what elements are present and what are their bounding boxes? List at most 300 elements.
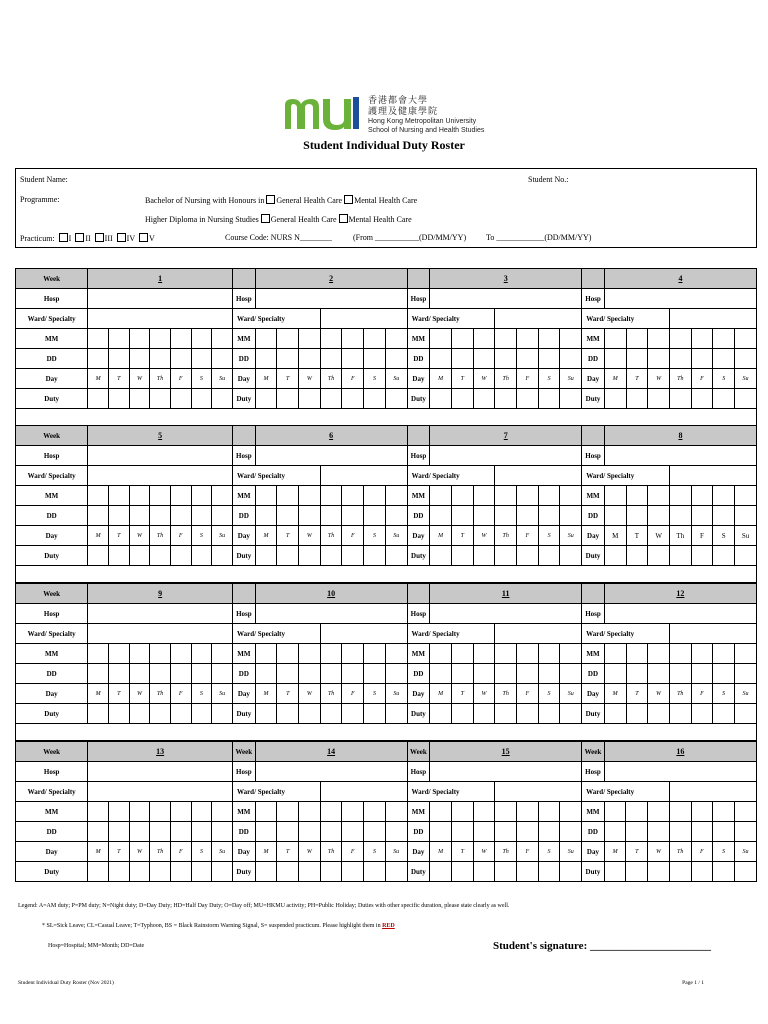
mm-cell-week-2-S[interactable]: [364, 329, 386, 349]
dd-cell-week-9-Th[interactable]: [150, 664, 171, 684]
dd-cell-week-12-W[interactable]: [648, 664, 670, 684]
dd-cell-week-7-S[interactable]: [538, 506, 560, 526]
dd-cell-week-8-T[interactable]: [626, 506, 648, 526]
duty-cell-week-5-F[interactable]: [170, 546, 191, 566]
mm-cell-week-16-S[interactable]: [713, 802, 735, 822]
dd-cell-week-1-T[interactable]: [108, 349, 129, 369]
dd-cell-week-12-F[interactable]: [691, 664, 713, 684]
duty-cell-week-6-M[interactable]: [255, 546, 277, 566]
dd-cell-week-11-M[interactable]: [430, 664, 452, 684]
dd-cell-week-1-W[interactable]: [129, 349, 150, 369]
dd-cell-week-14-T[interactable]: [277, 822, 299, 842]
mm-cell-week-12-M[interactable]: [604, 644, 626, 664]
mm-cell-week-12-T[interactable]: [626, 644, 648, 664]
mm-cell-week-15-S[interactable]: [538, 802, 560, 822]
mm-cell-week-11-S[interactable]: [538, 644, 560, 664]
mm-cell-week-13-T[interactable]: [108, 802, 129, 822]
dd-cell-week-9-F[interactable]: [170, 664, 191, 684]
dd-cell-week-16-M[interactable]: [604, 822, 626, 842]
mm-cell-week-16-M[interactable]: [604, 802, 626, 822]
duty-cell-week-3-F[interactable]: [517, 389, 539, 409]
dd-cell-week-8-F[interactable]: [691, 506, 713, 526]
ward-input-week-12[interactable]: [669, 624, 756, 644]
dd-cell-week-7-Su[interactable]: [560, 506, 582, 526]
dd-cell-week-4-F[interactable]: [691, 349, 713, 369]
mm-cell-week-6-Su[interactable]: [385, 486, 407, 506]
dd-cell-week-6-F[interactable]: [342, 506, 364, 526]
dd-cell-week-1-F[interactable]: [170, 349, 191, 369]
dd-cell-week-5-Su[interactable]: [212, 506, 233, 526]
practicum-checkbox-3[interactable]: [95, 233, 104, 242]
mm-cell-week-13-W[interactable]: [129, 802, 150, 822]
mm-cell-week-13-S[interactable]: [191, 802, 212, 822]
mm-cell-week-7-T[interactable]: [451, 486, 473, 506]
mm-cell-week-10-S[interactable]: [364, 644, 386, 664]
mm-cell-week-8-F[interactable]: [691, 486, 713, 506]
mm-cell-week-3-W[interactable]: [473, 329, 495, 349]
mm-cell-week-6-F[interactable]: [342, 486, 364, 506]
duty-cell-week-9-S[interactable]: [191, 704, 212, 724]
dd-cell-week-9-T[interactable]: [108, 664, 129, 684]
duty-cell-week-4-S[interactable]: [713, 389, 735, 409]
duty-cell-week-1-F[interactable]: [170, 389, 191, 409]
mm-cell-week-10-M[interactable]: [255, 644, 277, 664]
dd-cell-week-13-M[interactable]: [88, 822, 109, 842]
mm-cell-week-15-Th[interactable]: [495, 802, 517, 822]
duty-cell-week-14-T[interactable]: [277, 862, 299, 882]
dd-cell-week-10-W[interactable]: [299, 664, 321, 684]
dd-cell-week-15-Th[interactable]: [495, 822, 517, 842]
mm-cell-week-11-Th[interactable]: [495, 644, 517, 664]
mm-cell-week-8-M[interactable]: [604, 486, 626, 506]
mm-cell-week-10-W[interactable]: [299, 644, 321, 664]
ward-input-week-14[interactable]: [320, 782, 407, 802]
duty-cell-week-5-Th[interactable]: [150, 546, 171, 566]
mm-cell-week-3-S[interactable]: [538, 329, 560, 349]
dd-cell-week-16-S[interactable]: [713, 822, 735, 842]
mm-cell-week-10-Th[interactable]: [320, 644, 342, 664]
duty-cell-week-16-T[interactable]: [626, 862, 648, 882]
duty-cell-week-4-Th[interactable]: [669, 389, 691, 409]
duty-cell-week-8-W[interactable]: [648, 546, 670, 566]
duty-cell-week-6-F[interactable]: [342, 546, 364, 566]
duty-cell-week-1-Th[interactable]: [150, 389, 171, 409]
ward-input-week-2[interactable]: [320, 309, 407, 329]
dd-cell-week-10-Su[interactable]: [385, 664, 407, 684]
dd-cell-week-8-Su[interactable]: [735, 506, 757, 526]
dd-cell-week-10-F[interactable]: [342, 664, 364, 684]
dd-cell-week-12-M[interactable]: [604, 664, 626, 684]
duty-cell-week-9-W[interactable]: [129, 704, 150, 724]
mm-cell-week-9-W[interactable]: [129, 644, 150, 664]
mm-cell-week-16-W[interactable]: [648, 802, 670, 822]
duty-cell-week-16-S[interactable]: [713, 862, 735, 882]
duty-cell-week-1-T[interactable]: [108, 389, 129, 409]
mm-cell-week-3-Su[interactable]: [560, 329, 582, 349]
dd-cell-week-2-W[interactable]: [299, 349, 321, 369]
duty-cell-week-3-M[interactable]: [430, 389, 452, 409]
dd-cell-week-5-W[interactable]: [129, 506, 150, 526]
dd-cell-week-6-S[interactable]: [364, 506, 386, 526]
dd-cell-week-14-Su[interactable]: [385, 822, 407, 842]
duty-cell-week-12-M[interactable]: [604, 704, 626, 724]
duty-cell-week-1-Su[interactable]: [212, 389, 233, 409]
dd-cell-week-8-M[interactable]: [604, 506, 626, 526]
mm-cell-week-9-S[interactable]: [191, 644, 212, 664]
ward-input-week-7[interactable]: [495, 466, 582, 486]
duty-cell-week-8-F[interactable]: [691, 546, 713, 566]
duty-cell-week-9-Su[interactable]: [212, 704, 233, 724]
dd-cell-week-10-S[interactable]: [364, 664, 386, 684]
duty-cell-week-15-F[interactable]: [516, 862, 538, 882]
duty-cell-week-2-T[interactable]: [277, 389, 299, 409]
dd-cell-week-14-M[interactable]: [255, 822, 277, 842]
duty-cell-week-15-Th[interactable]: [495, 862, 517, 882]
dd-cell-week-13-F[interactable]: [170, 822, 191, 842]
dd-cell-week-4-Th[interactable]: [669, 349, 691, 369]
dd-cell-week-9-W[interactable]: [129, 664, 150, 684]
duty-cell-week-7-Su[interactable]: [560, 546, 582, 566]
mm-cell-week-1-W[interactable]: [129, 329, 150, 349]
mm-cell-week-14-S[interactable]: [364, 802, 386, 822]
duty-cell-week-9-T[interactable]: [108, 704, 129, 724]
mm-cell-week-16-T[interactable]: [626, 802, 648, 822]
mm-cell-week-7-Th[interactable]: [495, 486, 517, 506]
mm-cell-week-6-T[interactable]: [277, 486, 299, 506]
mm-cell-week-2-M[interactable]: [255, 329, 277, 349]
mm-cell-week-1-Su[interactable]: [212, 329, 233, 349]
mm-cell-week-12-F[interactable]: [691, 644, 713, 664]
mm-cell-week-8-W[interactable]: [648, 486, 670, 506]
practicum-checkbox-2[interactable]: [75, 233, 84, 242]
practicum-checkbox-5[interactable]: [139, 233, 148, 242]
duty-cell-week-2-S[interactable]: [364, 389, 386, 409]
mm-cell-week-11-W[interactable]: [473, 644, 495, 664]
ward-input-week-9[interactable]: [88, 624, 233, 644]
mm-cell-week-8-Su[interactable]: [735, 486, 757, 506]
mm-cell-week-14-Th[interactable]: [320, 802, 342, 822]
dd-cell-week-15-M[interactable]: [430, 822, 452, 842]
dd-cell-week-15-S[interactable]: [538, 822, 560, 842]
mm-cell-week-9-M[interactable]: [88, 644, 109, 664]
duty-cell-week-14-F[interactable]: [342, 862, 364, 882]
dd-cell-week-13-Su[interactable]: [212, 822, 233, 842]
dd-cell-week-12-Su[interactable]: [734, 664, 756, 684]
dd-cell-week-2-Th[interactable]: [320, 349, 342, 369]
duty-cell-week-1-W[interactable]: [129, 389, 150, 409]
dd-cell-week-4-S[interactable]: [713, 349, 735, 369]
duty-cell-week-4-W[interactable]: [648, 389, 670, 409]
duty-cell-week-13-Th[interactable]: [150, 862, 171, 882]
duty-cell-week-14-W[interactable]: [299, 862, 321, 882]
mm-cell-week-12-Th[interactable]: [669, 644, 691, 664]
dd-cell-week-11-Th[interactable]: [495, 664, 517, 684]
mm-cell-week-8-T[interactable]: [626, 486, 648, 506]
dd-cell-week-5-S[interactable]: [191, 506, 212, 526]
hd-mental-checkbox[interactable]: [339, 214, 348, 223]
duty-cell-week-9-F[interactable]: [170, 704, 191, 724]
duty-cell-week-2-M[interactable]: [255, 389, 277, 409]
dd-cell-week-14-S[interactable]: [364, 822, 386, 842]
duty-cell-week-6-Th[interactable]: [320, 546, 342, 566]
dd-cell-week-9-S[interactable]: [191, 664, 212, 684]
mm-cell-week-7-Su[interactable]: [560, 486, 582, 506]
duty-cell-week-10-F[interactable]: [342, 704, 364, 724]
dd-cell-week-4-W[interactable]: [648, 349, 670, 369]
mm-cell-week-13-F[interactable]: [170, 802, 191, 822]
mm-cell-week-3-M[interactable]: [430, 329, 452, 349]
mm-cell-week-4-Th[interactable]: [669, 329, 691, 349]
mm-cell-week-6-M[interactable]: [255, 486, 277, 506]
mm-cell-week-16-Th[interactable]: [669, 802, 691, 822]
duty-cell-week-8-S[interactable]: [713, 546, 735, 566]
dd-cell-week-14-Th[interactable]: [320, 822, 342, 842]
dd-cell-week-15-F[interactable]: [516, 822, 538, 842]
mm-cell-week-5-Th[interactable]: [150, 486, 171, 506]
mm-cell-week-1-F[interactable]: [170, 329, 191, 349]
mm-cell-week-5-M[interactable]: [88, 486, 109, 506]
duty-cell-week-12-Th[interactable]: [669, 704, 691, 724]
duty-cell-week-15-M[interactable]: [430, 862, 452, 882]
duty-cell-week-8-M[interactable]: [604, 546, 626, 566]
dd-cell-week-11-F[interactable]: [517, 664, 539, 684]
duty-cell-week-12-Su[interactable]: [734, 704, 756, 724]
dd-cell-week-5-F[interactable]: [170, 506, 191, 526]
dd-cell-week-3-Su[interactable]: [560, 349, 582, 369]
duty-cell-week-4-Su[interactable]: [735, 389, 757, 409]
duty-cell-week-12-T[interactable]: [626, 704, 648, 724]
mm-cell-week-9-T[interactable]: [108, 644, 129, 664]
mm-cell-week-1-M[interactable]: [88, 329, 109, 349]
dd-cell-week-8-W[interactable]: [648, 506, 670, 526]
duty-cell-week-7-S[interactable]: [538, 546, 560, 566]
bn-mental-checkbox[interactable]: [344, 195, 353, 204]
mm-cell-week-3-T[interactable]: [451, 329, 473, 349]
ward-input-week-8[interactable]: [669, 466, 756, 486]
duty-cell-week-12-W[interactable]: [648, 704, 670, 724]
duty-cell-week-2-F[interactable]: [342, 389, 364, 409]
mm-cell-week-4-W[interactable]: [648, 329, 670, 349]
mm-cell-week-6-S[interactable]: [364, 486, 386, 506]
dd-cell-week-1-Th[interactable]: [150, 349, 171, 369]
mm-cell-week-5-W[interactable]: [129, 486, 150, 506]
dd-cell-week-5-Th[interactable]: [150, 506, 171, 526]
mm-cell-week-16-F[interactable]: [691, 802, 713, 822]
dd-cell-week-15-T[interactable]: [451, 822, 473, 842]
duty-cell-week-15-S[interactable]: [538, 862, 560, 882]
mm-cell-week-14-Su[interactable]: [385, 802, 407, 822]
dd-cell-week-11-S[interactable]: [538, 664, 560, 684]
hosp-input-week-2[interactable]: [255, 289, 407, 309]
dd-cell-week-16-T[interactable]: [626, 822, 648, 842]
mm-cell-week-11-T[interactable]: [451, 644, 473, 664]
duty-cell-week-3-T[interactable]: [451, 389, 473, 409]
duty-cell-week-12-S[interactable]: [713, 704, 735, 724]
mm-cell-week-4-Su[interactable]: [735, 329, 757, 349]
duty-cell-week-1-M[interactable]: [88, 389, 109, 409]
duty-cell-week-11-W[interactable]: [473, 704, 495, 724]
duty-cell-week-3-Th[interactable]: [495, 389, 517, 409]
duty-cell-week-2-Th[interactable]: [320, 389, 342, 409]
dd-cell-week-1-S[interactable]: [191, 349, 212, 369]
mm-cell-week-9-Th[interactable]: [150, 644, 171, 664]
duty-cell-week-12-F[interactable]: [691, 704, 713, 724]
duty-cell-week-1-S[interactable]: [191, 389, 212, 409]
duty-cell-week-4-F[interactable]: [691, 389, 713, 409]
mm-cell-week-3-Th[interactable]: [495, 329, 517, 349]
mm-cell-week-5-S[interactable]: [191, 486, 212, 506]
mm-cell-week-1-T[interactable]: [108, 329, 129, 349]
dd-cell-week-2-Su[interactable]: [385, 349, 407, 369]
hd-general-checkbox[interactable]: [261, 214, 270, 223]
mm-cell-week-12-W[interactable]: [648, 644, 670, 664]
dd-cell-week-16-Th[interactable]: [669, 822, 691, 842]
dd-cell-week-7-W[interactable]: [473, 506, 495, 526]
ward-input-week-15[interactable]: [495, 782, 582, 802]
duty-cell-week-2-Su[interactable]: [385, 389, 407, 409]
duty-cell-week-10-M[interactable]: [255, 704, 277, 724]
mm-cell-week-5-T[interactable]: [108, 486, 129, 506]
ward-input-week-6[interactable]: [320, 466, 407, 486]
duty-cell-week-6-S[interactable]: [364, 546, 386, 566]
dd-cell-week-4-M[interactable]: [604, 349, 626, 369]
dd-cell-week-14-W[interactable]: [299, 822, 321, 842]
duty-cell-week-5-T[interactable]: [108, 546, 129, 566]
mm-cell-week-4-S[interactable]: [713, 329, 735, 349]
mm-cell-week-11-Su[interactable]: [560, 644, 582, 664]
mm-cell-week-14-M[interactable]: [255, 802, 277, 822]
ward-input-week-16[interactable]: [669, 782, 756, 802]
dd-cell-week-2-F[interactable]: [342, 349, 364, 369]
duty-cell-week-3-S[interactable]: [538, 389, 560, 409]
duty-cell-week-6-Su[interactable]: [385, 546, 407, 566]
dd-cell-week-7-F[interactable]: [517, 506, 539, 526]
duty-cell-week-8-Su[interactable]: [735, 546, 757, 566]
dd-cell-week-13-W[interactable]: [129, 822, 150, 842]
mm-cell-week-10-F[interactable]: [342, 644, 364, 664]
dd-cell-week-11-Su[interactable]: [560, 664, 582, 684]
dd-cell-week-8-S[interactable]: [713, 506, 735, 526]
duty-cell-week-13-M[interactable]: [88, 862, 109, 882]
dd-cell-week-16-F[interactable]: [691, 822, 713, 842]
mm-cell-week-5-Su[interactable]: [212, 486, 233, 506]
dd-cell-week-14-F[interactable]: [342, 822, 364, 842]
duty-cell-week-14-M[interactable]: [255, 862, 277, 882]
duty-cell-week-5-M[interactable]: [88, 546, 109, 566]
duty-cell-week-7-W[interactable]: [473, 546, 495, 566]
hosp-input-week-12[interactable]: [604, 604, 756, 624]
dd-cell-week-13-S[interactable]: [191, 822, 212, 842]
ward-input-week-4[interactable]: [669, 309, 756, 329]
duty-cell-week-3-Su[interactable]: [560, 389, 582, 409]
duty-cell-week-16-W[interactable]: [648, 862, 670, 882]
mm-cell-week-15-M[interactable]: [430, 802, 452, 822]
dd-cell-week-15-Su[interactable]: [560, 822, 582, 842]
dd-cell-week-9-M[interactable]: [88, 664, 109, 684]
hosp-input-week-5[interactable]: [88, 446, 233, 466]
dd-cell-week-6-Su[interactable]: [385, 506, 407, 526]
dd-cell-week-13-Th[interactable]: [150, 822, 171, 842]
mm-cell-week-6-W[interactable]: [299, 486, 321, 506]
dd-cell-week-3-W[interactable]: [473, 349, 495, 369]
mm-cell-week-15-T[interactable]: [451, 802, 473, 822]
duty-cell-week-5-S[interactable]: [191, 546, 212, 566]
ward-input-week-3[interactable]: [495, 309, 582, 329]
duty-cell-week-10-Th[interactable]: [320, 704, 342, 724]
dd-cell-week-3-T[interactable]: [451, 349, 473, 369]
mm-cell-week-8-Th[interactable]: [669, 486, 691, 506]
dd-cell-week-6-T[interactable]: [277, 506, 299, 526]
dd-cell-week-6-Th[interactable]: [320, 506, 342, 526]
dd-cell-week-12-Th[interactable]: [669, 664, 691, 684]
duty-cell-week-2-W[interactable]: [299, 389, 321, 409]
mm-cell-week-7-M[interactable]: [430, 486, 452, 506]
duty-cell-week-11-Su[interactable]: [560, 704, 582, 724]
ward-input-week-5[interactable]: [88, 466, 233, 486]
mm-cell-week-1-Th[interactable]: [150, 329, 171, 349]
mm-cell-week-4-T[interactable]: [626, 329, 648, 349]
dd-cell-week-5-T[interactable]: [108, 506, 129, 526]
duty-cell-week-8-Th[interactable]: [669, 546, 691, 566]
duty-cell-week-6-W[interactable]: [299, 546, 321, 566]
dd-cell-week-5-M[interactable]: [88, 506, 109, 526]
mm-cell-week-2-Su[interactable]: [385, 329, 407, 349]
dd-cell-week-2-S[interactable]: [364, 349, 386, 369]
duty-cell-week-13-S[interactable]: [191, 862, 212, 882]
dd-cell-week-1-M[interactable]: [88, 349, 109, 369]
mm-cell-week-15-Su[interactable]: [560, 802, 582, 822]
dd-cell-week-10-T[interactable]: [277, 664, 299, 684]
hosp-input-week-9[interactable]: [88, 604, 233, 624]
duty-cell-week-16-M[interactable]: [604, 862, 626, 882]
ward-input-week-13[interactable]: [88, 782, 233, 802]
mm-cell-week-13-Th[interactable]: [150, 802, 171, 822]
dd-cell-week-12-S[interactable]: [713, 664, 735, 684]
dd-cell-week-6-W[interactable]: [299, 506, 321, 526]
mm-cell-week-4-F[interactable]: [691, 329, 713, 349]
mm-cell-week-2-T[interactable]: [277, 329, 299, 349]
mm-cell-week-2-W[interactable]: [299, 329, 321, 349]
duty-cell-week-11-M[interactable]: [430, 704, 452, 724]
bn-general-checkbox[interactable]: [266, 195, 275, 204]
dd-cell-week-6-M[interactable]: [255, 506, 277, 526]
dd-cell-week-12-T[interactable]: [626, 664, 648, 684]
duty-cell-week-5-W[interactable]: [129, 546, 150, 566]
dd-cell-week-7-T[interactable]: [451, 506, 473, 526]
duty-cell-week-14-Su[interactable]: [385, 862, 407, 882]
mm-cell-week-1-S[interactable]: [191, 329, 212, 349]
mm-cell-week-4-M[interactable]: [604, 329, 626, 349]
mm-cell-week-15-W[interactable]: [473, 802, 495, 822]
hosp-input-week-7[interactable]: [430, 446, 582, 466]
mm-cell-week-13-Su[interactable]: [212, 802, 233, 822]
duty-cell-week-10-Su[interactable]: [385, 704, 407, 724]
duty-cell-week-13-Su[interactable]: [212, 862, 233, 882]
hosp-input-week-8[interactable]: [604, 446, 756, 466]
mm-cell-week-14-W[interactable]: [299, 802, 321, 822]
ward-input-week-10[interactable]: [320, 624, 407, 644]
hosp-input-week-4[interactable]: [604, 289, 756, 309]
mm-cell-week-7-F[interactable]: [517, 486, 539, 506]
duty-cell-week-11-T[interactable]: [451, 704, 473, 724]
duty-cell-week-14-Th[interactable]: [320, 862, 342, 882]
mm-cell-week-2-Th[interactable]: [320, 329, 342, 349]
hosp-input-week-16[interactable]: [604, 762, 756, 782]
duty-cell-week-7-M[interactable]: [430, 546, 452, 566]
hosp-input-week-15[interactable]: [430, 762, 582, 782]
mm-cell-week-8-S[interactable]: [713, 486, 735, 506]
duty-cell-week-16-Su[interactable]: [734, 862, 756, 882]
